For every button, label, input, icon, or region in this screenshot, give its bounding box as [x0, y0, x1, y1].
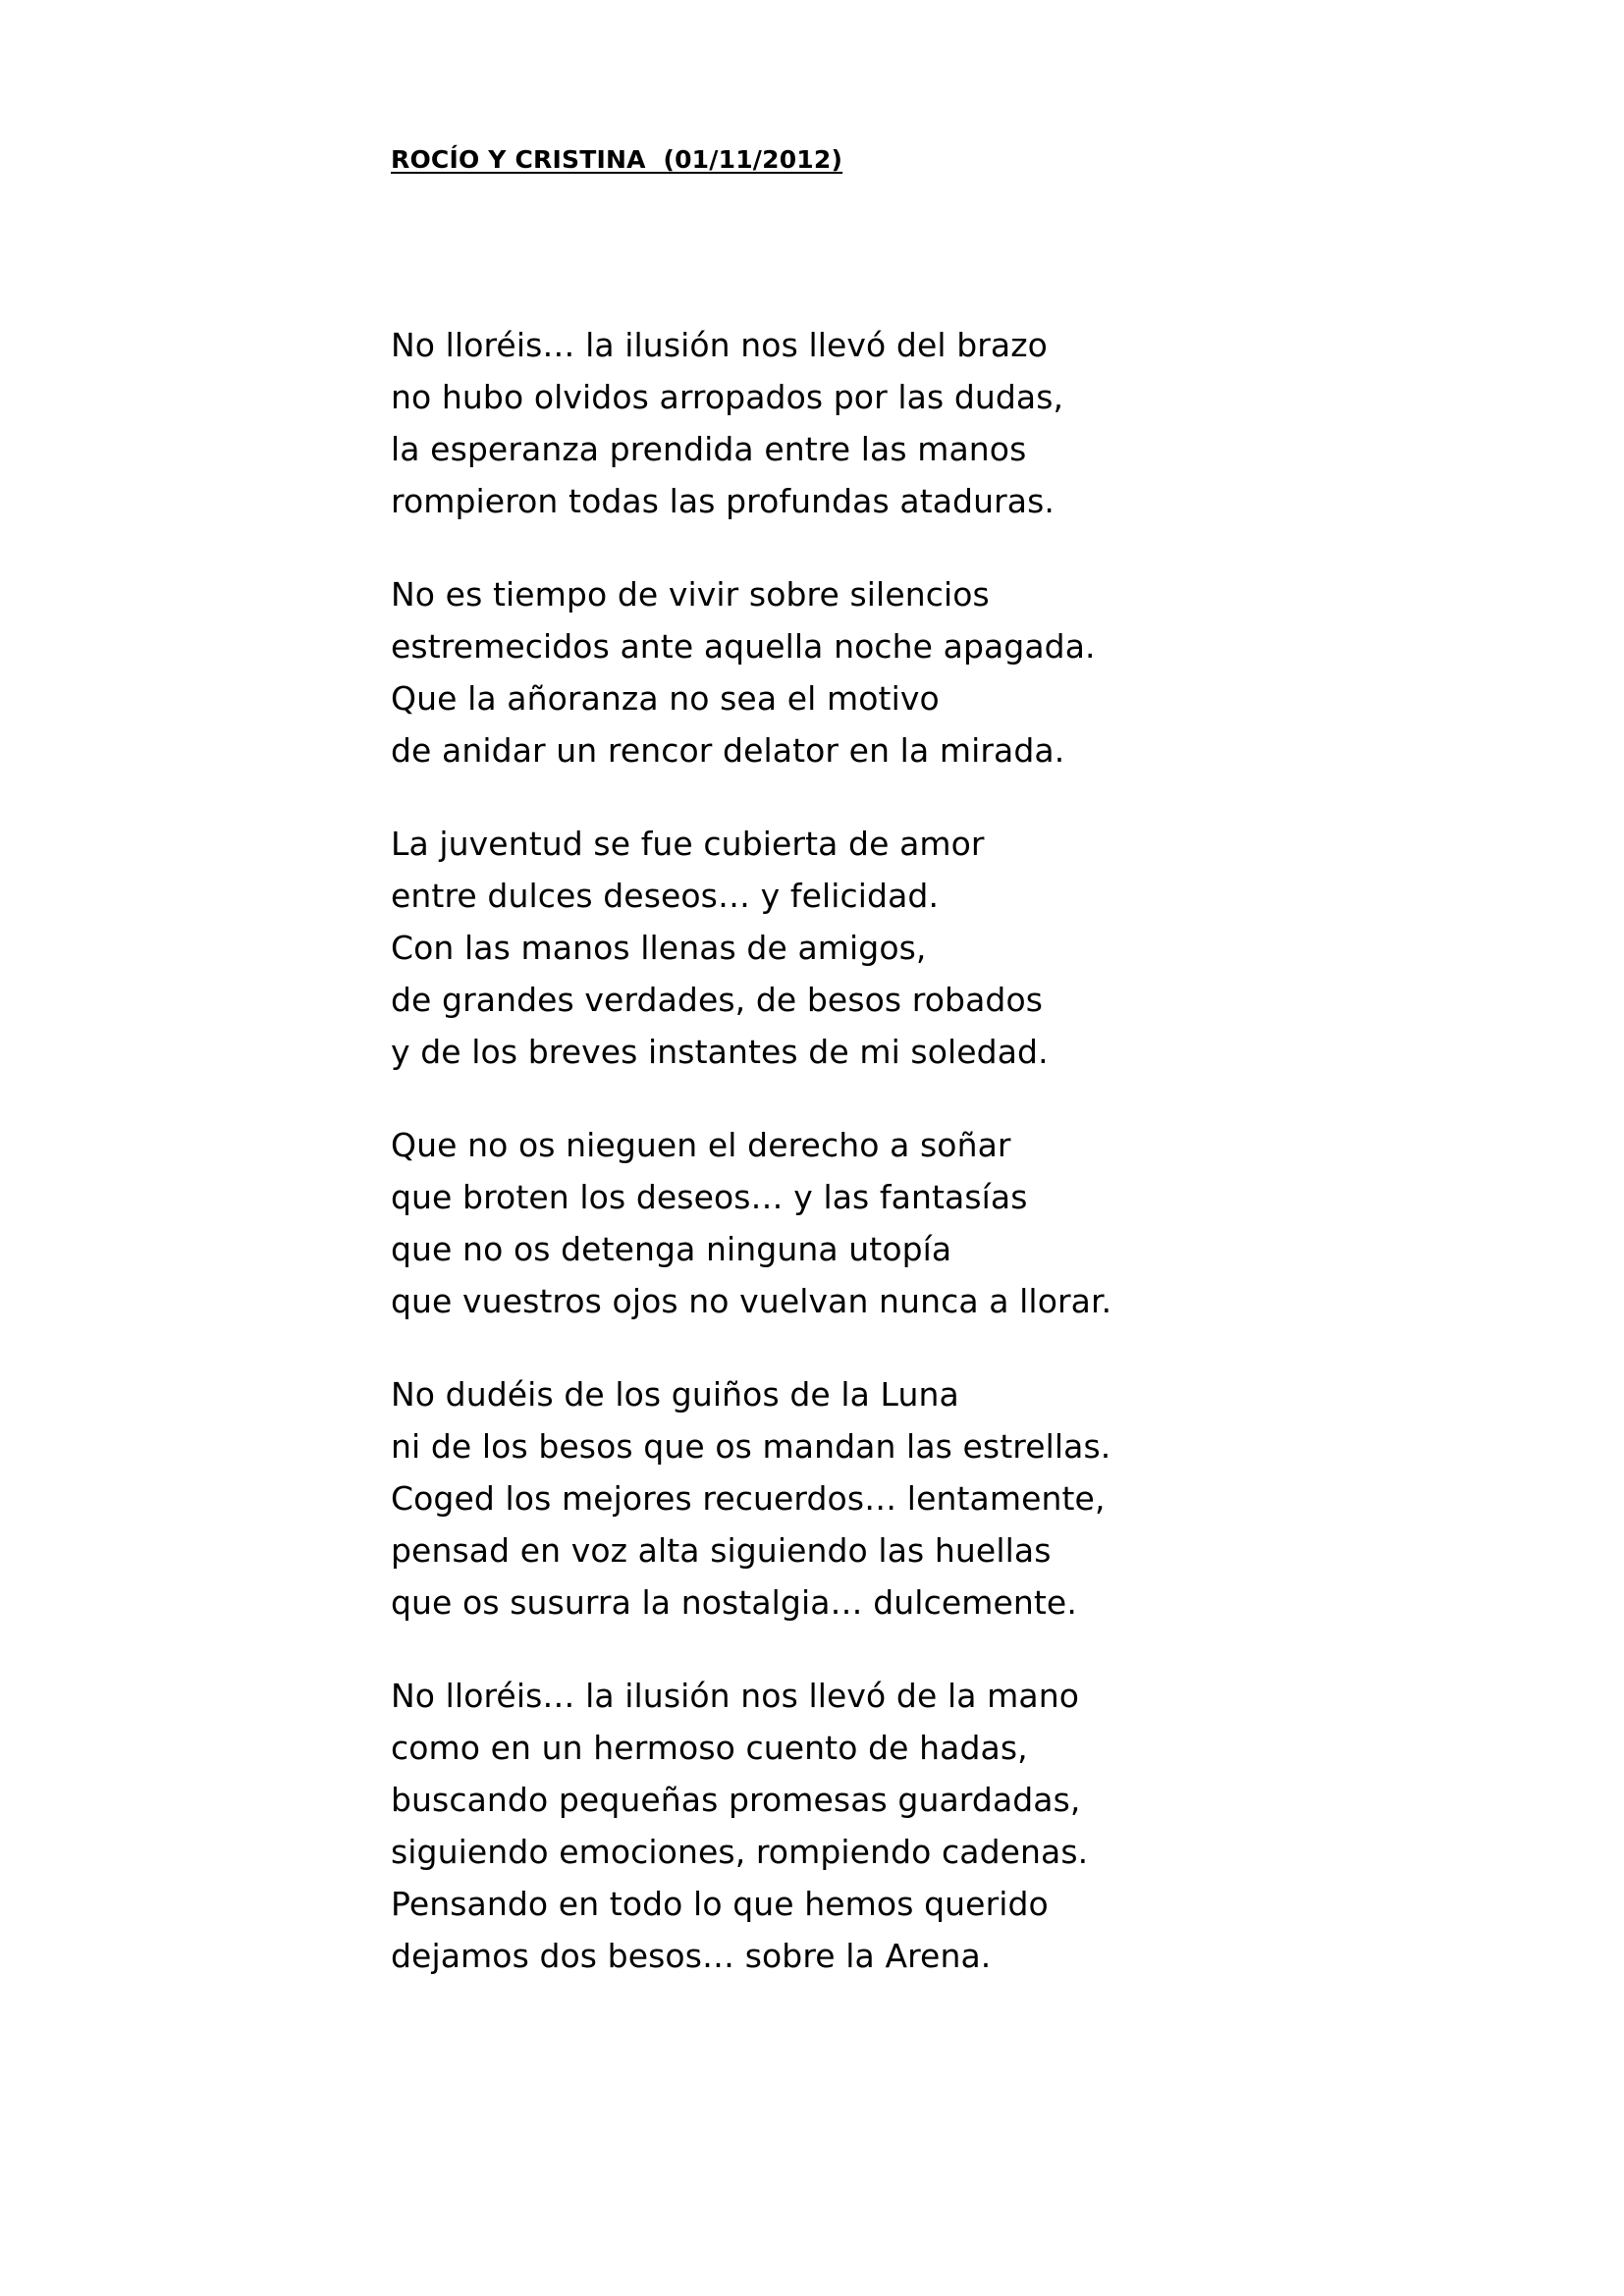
poem-line: no hubo olvidos arropados por las dudas,	[391, 378, 1064, 416]
poem-line: que broten los deseos… y las fantasías	[391, 1178, 1028, 1216]
poem-line: que vuestros ojos no vuelvan nunca a llorar.	[391, 1282, 1112, 1320]
poem-line: Que la añoranza no sea el motivo	[391, 679, 940, 718]
poem-line: Pensando en todo lo que hemos querido	[391, 1885, 1049, 1923]
poem-line: Coged los mejores recuerdos… lentamente,	[391, 1479, 1106, 1518]
poem-stanza	[391, 1368, 1432, 1629]
poem-line: estremecidos ante aquella noche apagada.	[391, 627, 1096, 666]
poem-line: de grandes verdades, de besos robados	[391, 981, 1044, 1019]
poem-line: y de los breves instantes de mi soledad.	[391, 1033, 1049, 1071]
poem-line: La juventud se fue cubierta de amor	[391, 825, 985, 863]
poem-line: dejamos dos besos… sobre la Arena.	[391, 1937, 992, 1975]
poem-stanza	[391, 1119, 1432, 1327]
poem-stanza	[391, 818, 1432, 1078]
poem-line: la esperanza prendida entre las manos	[391, 430, 1027, 468]
poem-line: siguiendo emociones, rompiendo cadenas.	[391, 1833, 1089, 1871]
poem-line: de anidar un rencor delator en la mirada.	[391, 731, 1065, 770]
poem-line: No lloréis… la ilusión nos llevó de la mano	[391, 1677, 1080, 1715]
poem-line: que no os detenga ninguna utopía	[391, 1230, 952, 1268]
poem-line: como en un hermoso cuento de hadas,	[391, 1729, 1028, 1767]
poem-line: No es tiempo de vivir sobre silencios	[391, 575, 990, 614]
poem-line: No dudéis de los guiños de la Luna	[391, 1375, 959, 1414]
poem-body	[391, 319, 1432, 2023]
poem-line: Que no os nieguen el derecho a soñar	[391, 1126, 1011, 1164]
poem-line: ni de los besos que os mandan las estrellas.	[391, 1427, 1111, 1466]
poem-line: rompieron todas las profundas ataduras.	[391, 482, 1055, 520]
page-title: ROCÍO Y CRISTINA (01/11/2012)	[391, 145, 843, 174]
poem-stanza	[391, 568, 1432, 776]
poem-stanza	[391, 319, 1432, 527]
poem-line: No lloréis… la ilusión nos llevó del brazo	[391, 326, 1048, 364]
poem-stanza	[391, 1670, 1432, 1982]
poem-line: entre dulces deseos… y felicidad.	[391, 877, 940, 915]
poem-line: pensad en voz alta siguiendo las huellas	[391, 1531, 1052, 1570]
poem-line: Con las manos llenas de amigos,	[391, 929, 927, 967]
poem-line: que os susurra la nostalgia… dulcemente.	[391, 1583, 1077, 1622]
poem-line: buscando pequeñas promesas guardadas,	[391, 1781, 1081, 1819]
